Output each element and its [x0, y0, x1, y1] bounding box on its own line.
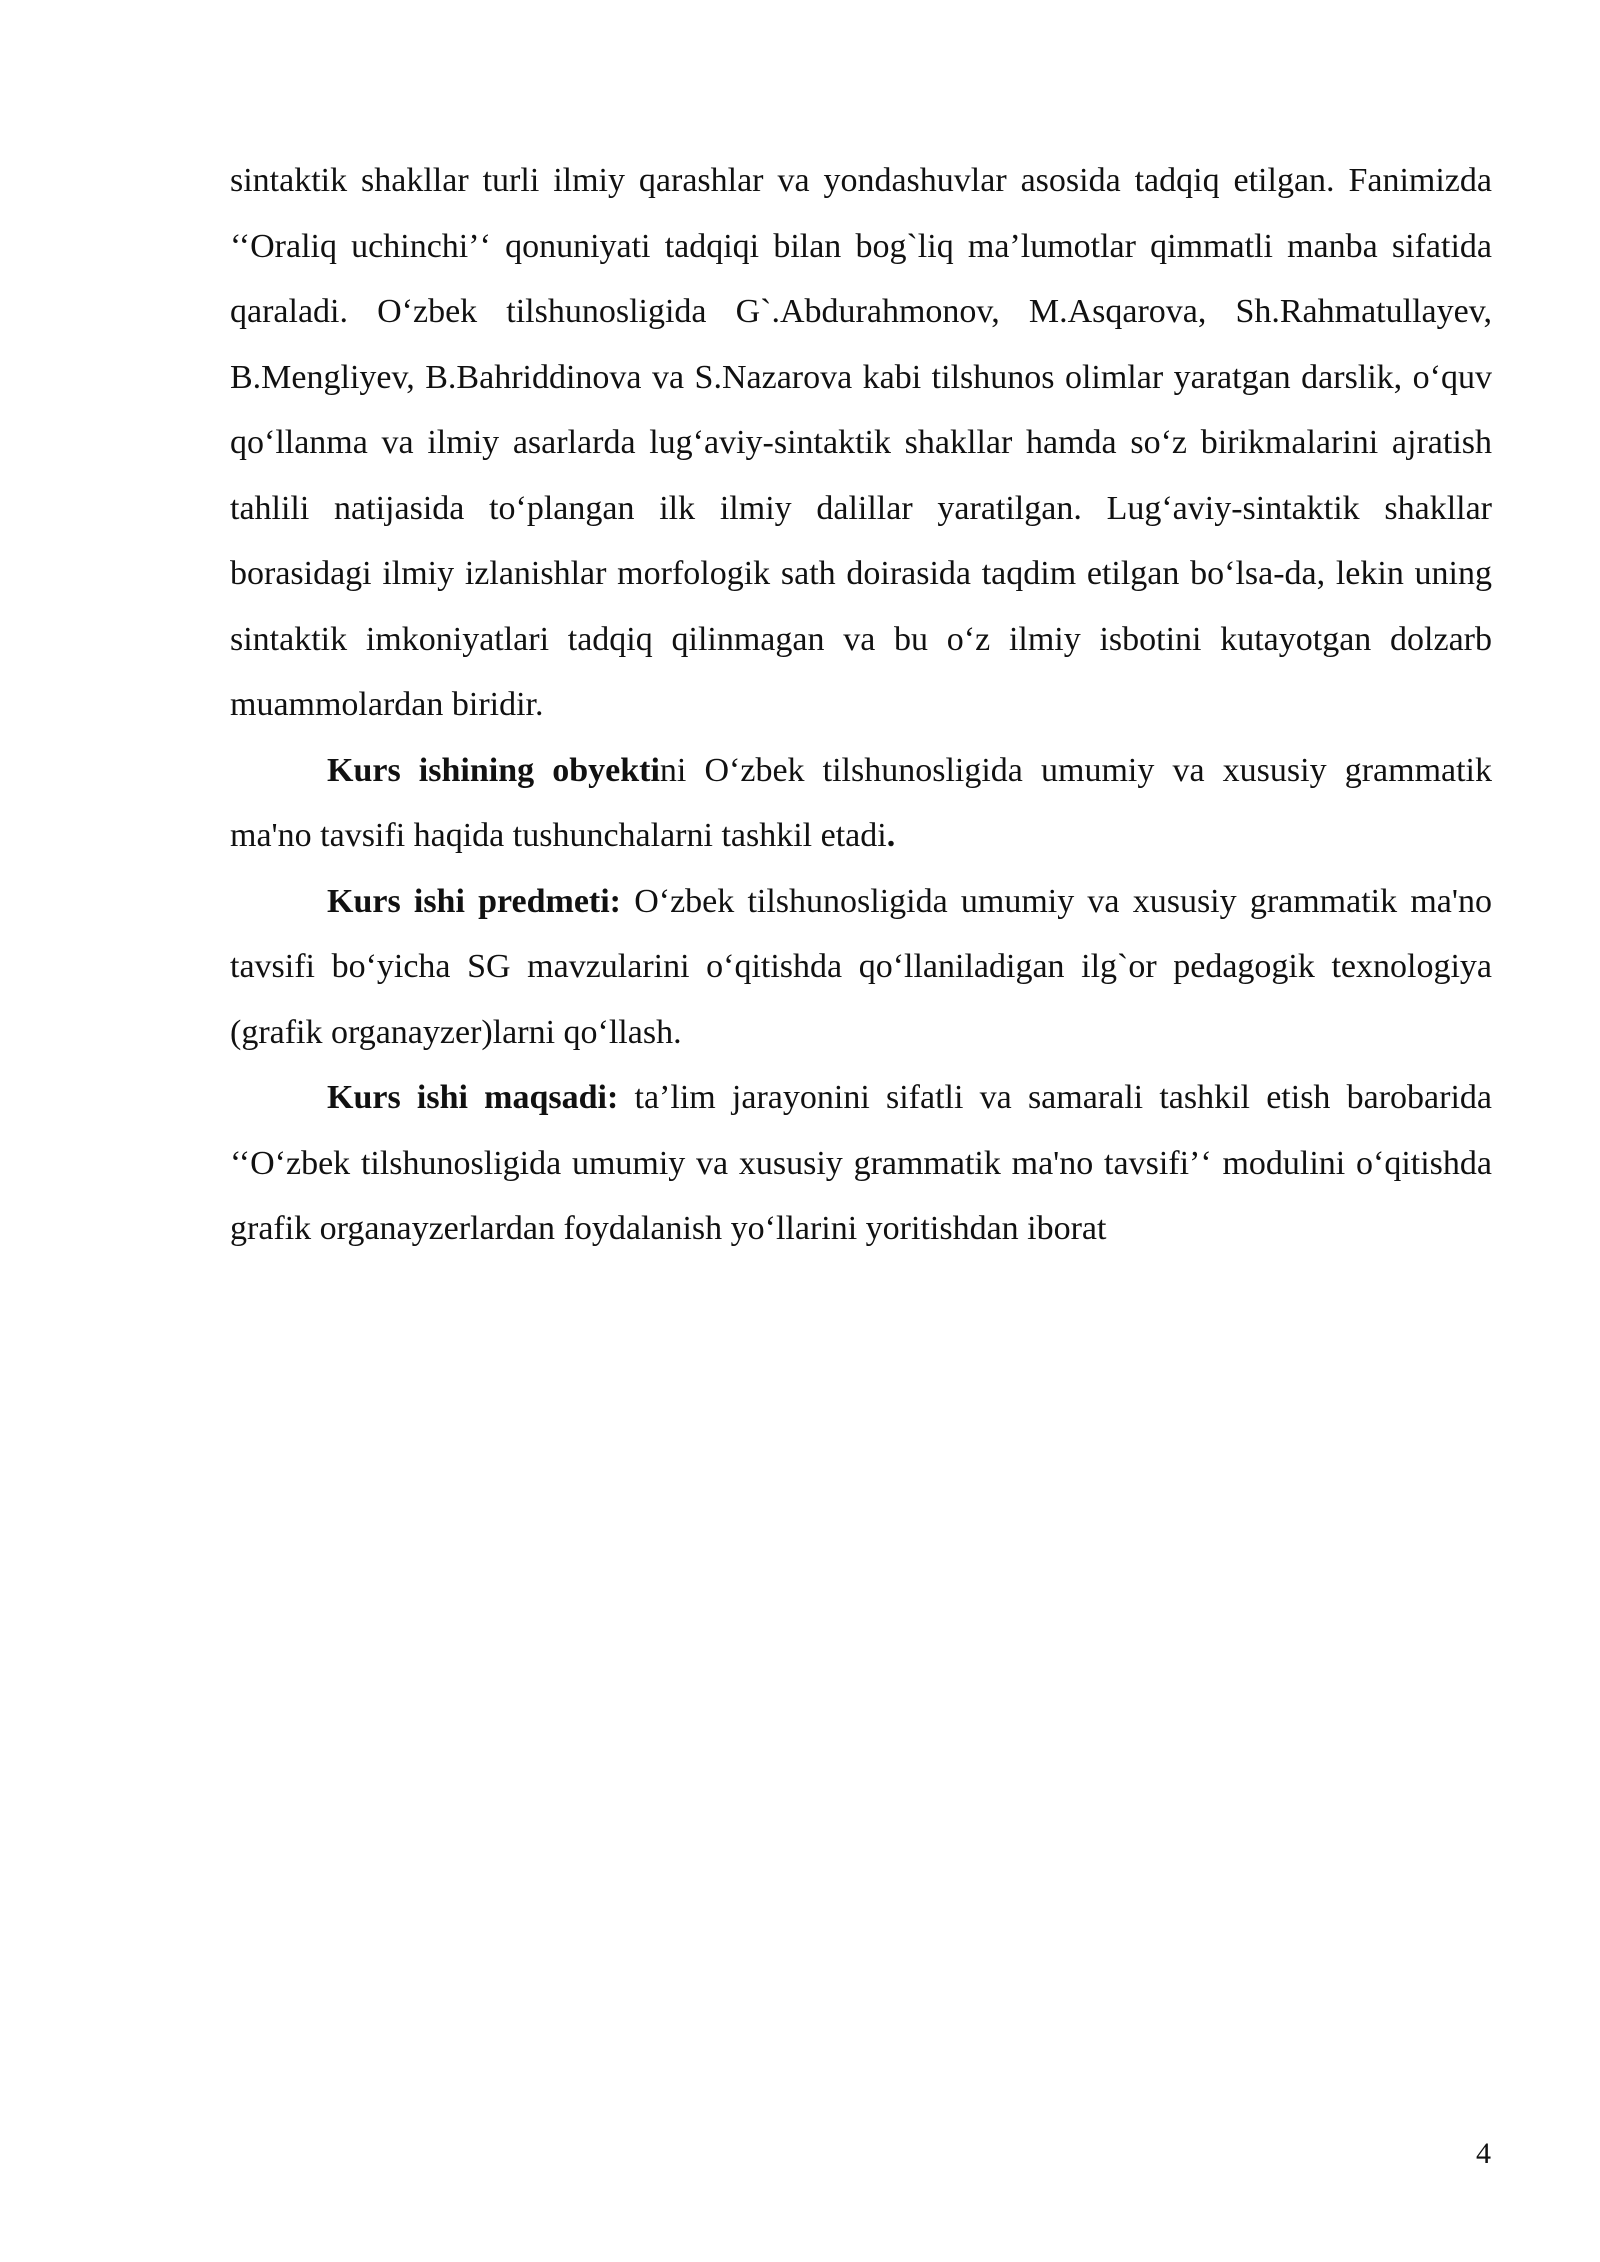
document-page — [230, 148, 1492, 1262]
goal-text: ta’lim jarayonini sifatli va samarali tashkil etish barobarida ‘‘O‘zbek tilshunosligida umumiy va xususiy grammatik ma'no tavsifi’‘ modulini o‘qitishda grafik organayzerlardan foydalanish yo‘llarini yoritishdan iborat — [230, 1079, 1493, 1247]
subject-paragraph — [230, 869, 1492, 1066]
object-end-mark: . — [886, 817, 896, 854]
goal-paragraph — [230, 1065, 1492, 1262]
object-text: ni O‘zbek tilshunosligida umumiy va xususiy grammatik ma'no tavsifi haqida tushunchalarni tashkil etadi — [230, 751, 1492, 854]
page-number: 4 — [1476, 2137, 1491, 2170]
goal-label: Kurs ishi maqsadi: — [327, 1079, 619, 1116]
intro-paragraph: sintaktik shakllar turli ilmiy qarashlar va yondashuvlar asosida tadqiq etilgan. Fanimizda ‘‘Oraliq uchinchi’‘ qonuniyati tadqiqi bilan bog`liq ma’lumotlar qimmatli manba sifatida qaraladi. O‘zbek tilshunosligida G`.Abdurahmonov, M.Asqarova, Sh.Rahmatullayev, B.Mengliyev, B.Bahriddinova va S.Nazarova kabi tilshunos olimlar yaratgan darslik, o‘quv qo‘llanma va ilmiy asarlarda lug‘aviy-sintaktik shakllar hamda so‘z birikmalarini ajratish tahlili natijasida to‘plangan ilk ilmiy dalillar yaratilgan. Lug‘aviy-sintaktik shakllar borasidagi ilmiy izlanishlar morfologik sath doirasida taqdim etilgan bo‘lsa-da, lekin uning sintaktik imkoniyatlari tadqiq qilinmagan va bu o‘z ilmiy isbotini kutayotgan dolzarb muammolardan biridir. — [230, 162, 1492, 723]
object-paragraph — [230, 738, 1492, 869]
object-label: Kurs ishining obyekti — [327, 751, 660, 789]
subject-text: O‘zbek tilshunosligida umumiy va xususiy grammatik ma'no tavsifi bo‘yicha SG mavzularini o‘qitishda qo‘llaniladigan ilg`or pedagogik texnologiya (grafik organayzer)larni qo‘llash. — [230, 882, 1492, 1051]
subject-label: Kurs ishi predmeti: — [327, 882, 621, 920]
